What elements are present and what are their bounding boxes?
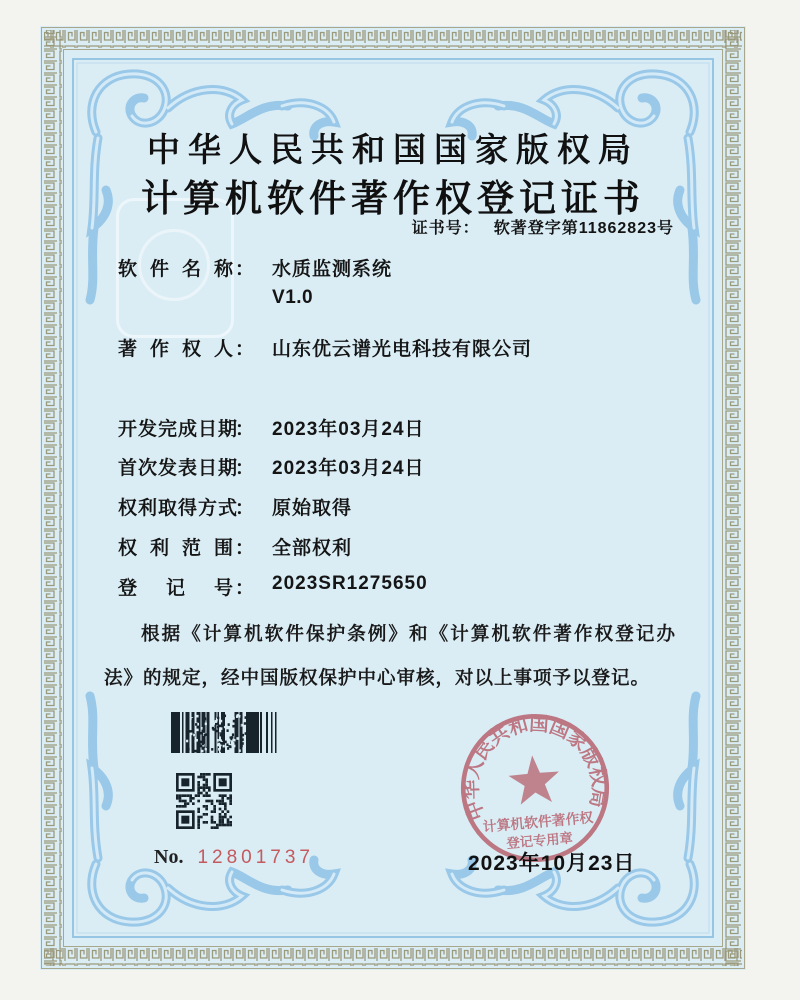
certificate-number-line [412, 215, 674, 238]
field-label: 权利取得方式 [118, 498, 239, 519]
field-value: 2023年03月24日 [272, 419, 425, 440]
seal-line1: 计算机软件著作权 [482, 809, 594, 835]
field-value: 水质监测系统 V1.0 [272, 259, 393, 308]
field-value: 山东优云谱光电科技有限公司 [272, 339, 533, 360]
field-row-rights-acquisition: 权利取得方式 ： 原始取得 [118, 493, 352, 520]
field-row-first-publish-date: 首次发表日期 ： 2023年03月24日 [118, 453, 425, 480]
field-value: 原始取得 [272, 498, 353, 519]
software-version: V1.0 [272, 287, 314, 308]
official-seal [453, 706, 617, 870]
field-row-dev-complete-date: 开发完成日期 ： 2023年03月24日 [118, 414, 425, 441]
field-value: 2023SR1275650 [272, 573, 428, 594]
field-value: 2023年03月24日 [272, 458, 425, 479]
field-label: 权利范围 [118, 538, 234, 559]
serial-label: No. [154, 846, 184, 868]
serial-number-line [154, 846, 314, 869]
field-row-copyright-owner: 著作权人 ： 山东优云谱光电科技有限公司 [118, 334, 532, 361]
barcode [171, 712, 277, 753]
field-row-registration-number: 登记号 ： 2023SR1275650 [118, 573, 428, 599]
field-label: 登记号 [118, 578, 234, 599]
authority-name: 中华人民共和国国家版权局 [147, 131, 639, 168]
seal-line2: 登记专用章 [505, 830, 574, 852]
seal-star-icon [507, 753, 562, 805]
field-label: 开发完成日期 [118, 419, 239, 440]
field-row-rights-scope: 权利范围 ： 全部权利 [118, 533, 352, 560]
field-value: 全部权利 [272, 538, 353, 559]
certificate-title: 计算机软件著作权登记证书 [141, 178, 645, 219]
seal-ring-text: 中华人民共和国国家版权局 [460, 713, 611, 824]
field-label: 首次发表日期 [118, 458, 239, 479]
registration-statement: 根据《计算机软件保护条例》和《计算机软件著作权登记办法》的规定，经中国版权保护中心审核，对以上事项予以登记。 [104, 623, 676, 688]
field-label: 著作权人 [118, 339, 234, 360]
field-row-software-name: 软件名称 ： 水质监测系统 V1.0 [118, 254, 392, 309]
field-label: 软件名称 [118, 259, 234, 280]
serial-number: 12801737 [197, 847, 314, 868]
certificate-number-value: 软著登字第11862823号 [493, 220, 674, 237]
certificate-number-label: 证书号： [411, 220, 480, 237]
qr-code [176, 773, 232, 829]
issue-date: 2023年10月23日 [468, 852, 636, 875]
